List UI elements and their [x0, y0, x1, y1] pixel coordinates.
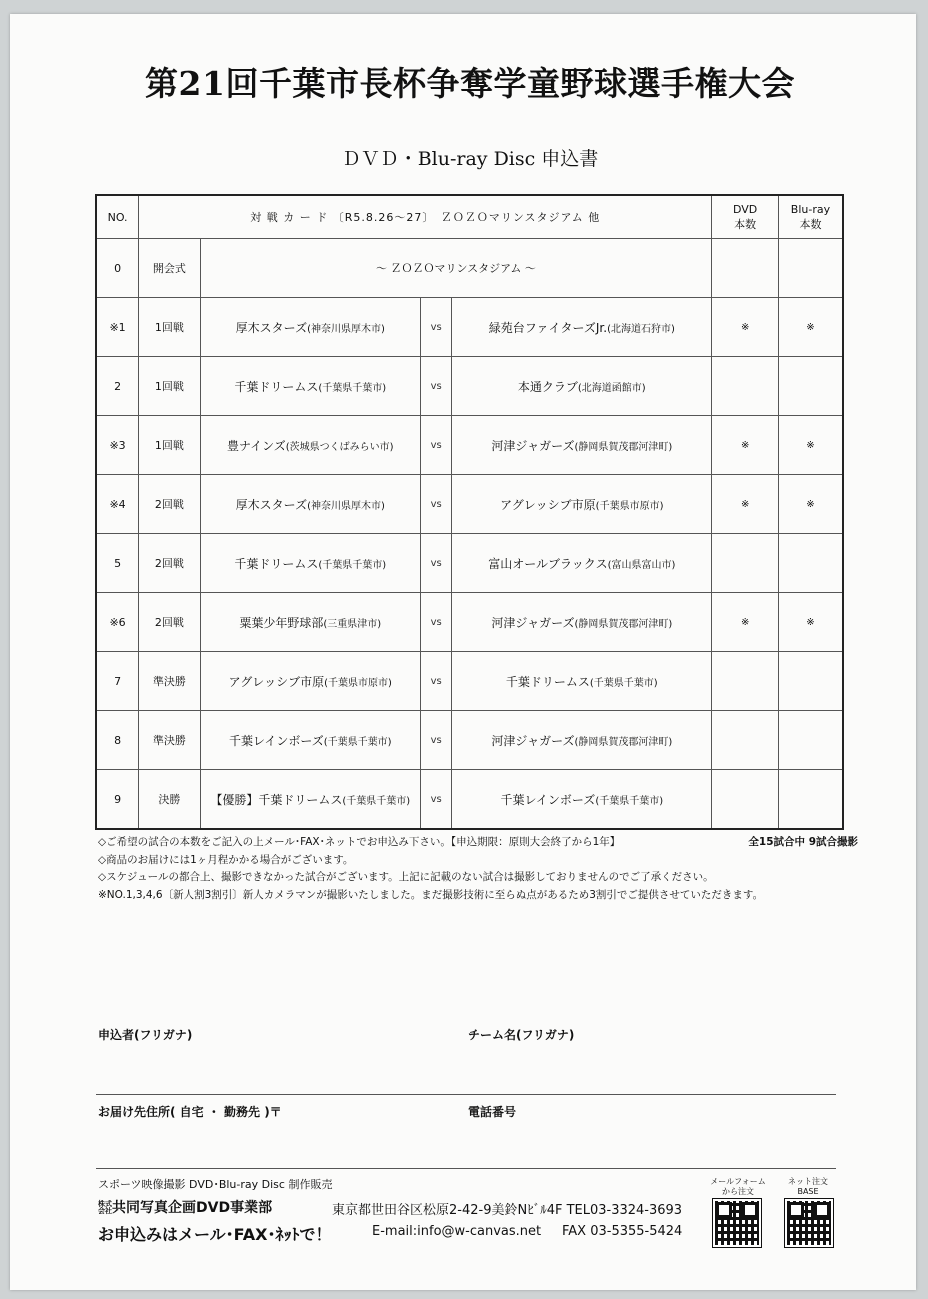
- table-row: [96, 593, 843, 652]
- away-team-name: 本通クラブ: [517, 379, 578, 394]
- row-round: 開会式: [139, 239, 200, 298]
- note-line: ◇ご希望の試合の本数をご記入の上メール･FAX･ネットでお申込み下さい。【申込期限：原則大会終了から1年】: [98, 836, 621, 848]
- home-team-location: (千葉県市原市): [324, 677, 392, 689]
- company-address: 東京都世田谷区松原2-42-9美鈴Nﾋﾞﾙ4F TEL03-3324-3693: [332, 1203, 683, 1218]
- away-team-name: 千葉レインボーズ: [500, 792, 596, 807]
- away-team-name: 河津ジャガーズ: [491, 733, 575, 748]
- vs-label: vs: [421, 711, 452, 770]
- table-row: [96, 711, 843, 770]
- away-team-name: 富山オールブラックス: [488, 556, 608, 571]
- dvd-quantity-cell[interactable]: [712, 357, 779, 416]
- dvd-quantity-cell[interactable]: ※: [712, 593, 779, 652]
- home-team: [200, 475, 421, 534]
- home-team-name: 千葉レインボーズ: [228, 733, 324, 748]
- home-team: [200, 770, 421, 830]
- match-table: [95, 194, 844, 830]
- row-no: 2: [96, 357, 139, 416]
- row-no: ※3: [96, 416, 139, 475]
- page-title: 第21回千葉市長杯争奪学童野球選手権大会: [145, 64, 795, 103]
- header-bluray: [778, 195, 843, 239]
- home-team-name: 【優勝】千葉ドリームス: [210, 792, 343, 807]
- qr-mailform-label: メールフォーム から注文: [710, 1177, 766, 1196]
- row-round: 1回戦: [139, 298, 200, 357]
- table-row: [96, 652, 843, 711]
- opening-venue: ～ ＺＯＺＯマリンスタジアム ～: [200, 239, 712, 298]
- row-no: 7: [96, 652, 139, 711]
- header-dvd: [712, 195, 779, 239]
- home-team: [200, 298, 421, 357]
- company-tagline: スポーツ映像撮影 DVD･Blu-ray Disc 制作販売: [98, 1178, 333, 1191]
- dvd-quantity-cell[interactable]: ※: [712, 416, 779, 475]
- company-email[interactable]: E-mail:info@w-canvas.net: [372, 1224, 542, 1239]
- row-no: 5: [96, 534, 139, 593]
- away-team-location: (千葉県市原市): [595, 500, 664, 512]
- away-team-name: 千葉ドリームス: [505, 674, 590, 689]
- home-team: [200, 534, 421, 593]
- page-subtitle: ＤＶＤ・Blu-ray Disc 申込書: [341, 148, 599, 170]
- bluray-quantity-cell[interactable]: [778, 652, 843, 711]
- away-team: [452, 298, 712, 357]
- row-round: 1回戦: [139, 416, 200, 475]
- row-no: ※4: [96, 475, 139, 534]
- vs-label: vs: [421, 770, 452, 830]
- away-team-location: (静岡県賀茂郡河津町): [574, 618, 673, 630]
- away-team-name: 河津ジャガーズ: [491, 438, 575, 453]
- row-round: 1回戦: [139, 357, 200, 416]
- row-round: 決勝: [139, 770, 200, 830]
- company-title: 共同写真企画DVD事業部: [112, 1200, 273, 1216]
- dvd-quantity-cell[interactable]: ※: [712, 475, 779, 534]
- home-team-location: (千葉県千葉市): [318, 382, 387, 394]
- away-team-location: (静岡県賀茂郡河津町): [574, 441, 673, 453]
- vs-label: vs: [421, 298, 452, 357]
- vs-label: vs: [421, 593, 452, 652]
- vs-label: vs: [421, 534, 452, 593]
- qr-base-label: ネット注文 BASE: [788, 1177, 828, 1196]
- away-team: [452, 534, 712, 593]
- away-team-location: (千葉県千葉市): [595, 795, 664, 807]
- note-line: ◇スケジュールの都合上、撮影できなかった試合がございます。上記に記載のない試合は撮影しておりませんのでご了承ください。: [98, 871, 714, 883]
- company-name: [98, 1197, 272, 1217]
- home-team: [200, 357, 421, 416]
- bluray-quantity-cell[interactable]: [778, 534, 843, 593]
- home-team: [200, 652, 421, 711]
- home-team-name: 厚木スターズ: [235, 320, 308, 335]
- away-team-location: (千葉県千葉市): [589, 677, 658, 689]
- table-row: [96, 357, 843, 416]
- home-team: [200, 593, 421, 652]
- header-br-line1: Blu-ray: [790, 202, 831, 216]
- header-br-line2: 本数: [799, 217, 822, 231]
- away-team: [452, 475, 712, 534]
- notes: [98, 834, 858, 904]
- kabushiki-mark: 株式会社: [98, 1200, 112, 1215]
- divider-line: [96, 1168, 836, 1169]
- home-team-location: (三重県津市): [323, 618, 382, 630]
- header-card: 対 戦 カ ー ド 〔R5.8.26～27〕 ＺＯＺＯマリンスタジアム 他: [139, 195, 712, 239]
- away-team-name: 河津ジャガーズ: [491, 615, 575, 630]
- bluray-quantity-cell[interactable]: [778, 357, 843, 416]
- bluray-quantity-cell[interactable]: ※: [778, 593, 843, 652]
- table-row: [96, 475, 843, 534]
- away-team-location: (富山県富山市): [607, 559, 676, 571]
- team-label: チーム名(フリガナ): [468, 1028, 575, 1042]
- away-team-location: (北海道石狩市): [607, 323, 675, 335]
- home-team: [200, 711, 421, 770]
- row-round: 準決勝: [139, 711, 200, 770]
- note-line: ◇商品のお届けには1ヶ月程かかる場合がございます。: [98, 853, 354, 866]
- table-row: [96, 298, 843, 357]
- dvd-quantity-cell[interactable]: [712, 534, 779, 593]
- away-team: [452, 652, 712, 711]
- away-team: [452, 711, 712, 770]
- away-team-name: アグレッシブ市原: [500, 497, 596, 512]
- away-team-location: (静岡県賀茂郡河津町): [574, 736, 673, 748]
- bluray-quantity-cell[interactable]: [778, 239, 843, 298]
- away-team: [452, 770, 712, 830]
- bluray-quantity-cell[interactable]: ※: [778, 416, 843, 475]
- dvd-quantity-cell[interactable]: [712, 239, 779, 298]
- away-team-name: 緑苑台ファイターズJr.: [488, 320, 608, 335]
- header-dvd-line2: 本数: [734, 217, 757, 231]
- row-no: ※6: [96, 593, 139, 652]
- home-team-name: アグレッシブ市原: [228, 674, 325, 689]
- dvd-quantity-cell[interactable]: [712, 770, 779, 830]
- home-team-name: 厚木スターズ: [235, 497, 308, 512]
- bluray-quantity-cell[interactable]: ※: [778, 475, 843, 534]
- home-team-location: (神奈川県厚木市): [307, 323, 385, 335]
- qr-base-icon[interactable]: [785, 1199, 833, 1247]
- phone-label: 電話番号: [468, 1105, 517, 1119]
- row-no: 9: [96, 770, 139, 830]
- table-row: [96, 416, 843, 475]
- header-no: NO.: [96, 195, 139, 239]
- company-fax: FAX 03-5355-5424: [562, 1224, 683, 1239]
- table-row: [96, 770, 843, 830]
- row-round: 2回戦: [139, 475, 200, 534]
- bluray-quantity-cell[interactable]: [778, 770, 843, 830]
- divider-line: [96, 1094, 836, 1095]
- away-team: [452, 593, 712, 652]
- home-team-location: (茨城県つくばみらい市): [285, 441, 394, 453]
- qr-mailform-icon[interactable]: [713, 1199, 761, 1247]
- vs-label: vs: [421, 357, 452, 416]
- home-team-location: (千葉県千葉市): [323, 736, 392, 748]
- row-no: 8: [96, 711, 139, 770]
- table-row: [96, 534, 843, 593]
- vs-label: vs: [421, 416, 452, 475]
- table-header-row: [96, 195, 843, 239]
- home-team-location: (千葉県千葉市): [318, 559, 387, 571]
- note-line: ※NO.1,3,4,6〔新人割3割引〕新人カメラマンが撮影いたしました。まだ撮影技術に至らぬ点があるため3割引でご提供させていただきます。: [98, 888, 764, 901]
- away-team: [452, 357, 712, 416]
- home-team-name: 豊ナインズ: [226, 438, 286, 453]
- away-team-location: (北海道函館市): [577, 382, 646, 394]
- vs-label: vs: [421, 475, 452, 534]
- home-team-location: (千葉県千葉市): [342, 795, 411, 807]
- vs-label: vs: [421, 652, 452, 711]
- table-row-opening: [96, 239, 843, 298]
- dvd-quantity-cell[interactable]: [712, 652, 779, 711]
- header-dvd-line1: DVD: [733, 202, 758, 216]
- row-no: 0: [96, 239, 139, 298]
- home-team-name: 粟葉少年野球部: [239, 615, 324, 630]
- row-no: ※1: [96, 298, 139, 357]
- home-team-location: (神奈川県厚木市): [307, 500, 385, 512]
- bluray-quantity-cell[interactable]: [778, 711, 843, 770]
- home-team-name: 千葉ドリームス: [234, 556, 319, 571]
- apply-methods: お申込みはメール･FAX･ﾈｯﾄで！: [98, 1225, 332, 1244]
- dvd-quantity-cell[interactable]: [712, 711, 779, 770]
- home-team: [200, 416, 421, 475]
- row-round: 2回戦: [139, 534, 200, 593]
- dvd-quantity-cell[interactable]: ※: [712, 298, 779, 357]
- home-team-name: 千葉ドリームス: [234, 379, 319, 394]
- games-filmed-count: 全15試合中 9試合撮影: [748, 836, 858, 848]
- row-round: 2回戦: [139, 593, 200, 652]
- away-team: [452, 416, 712, 475]
- bluray-quantity-cell[interactable]: ※: [778, 298, 843, 357]
- row-round: 準決勝: [139, 652, 200, 711]
- applicant-label: 申込者(フリガナ): [98, 1028, 193, 1042]
- address-label: お届け先住所( 自宅 ・ 勤務先 )〒: [98, 1105, 282, 1119]
